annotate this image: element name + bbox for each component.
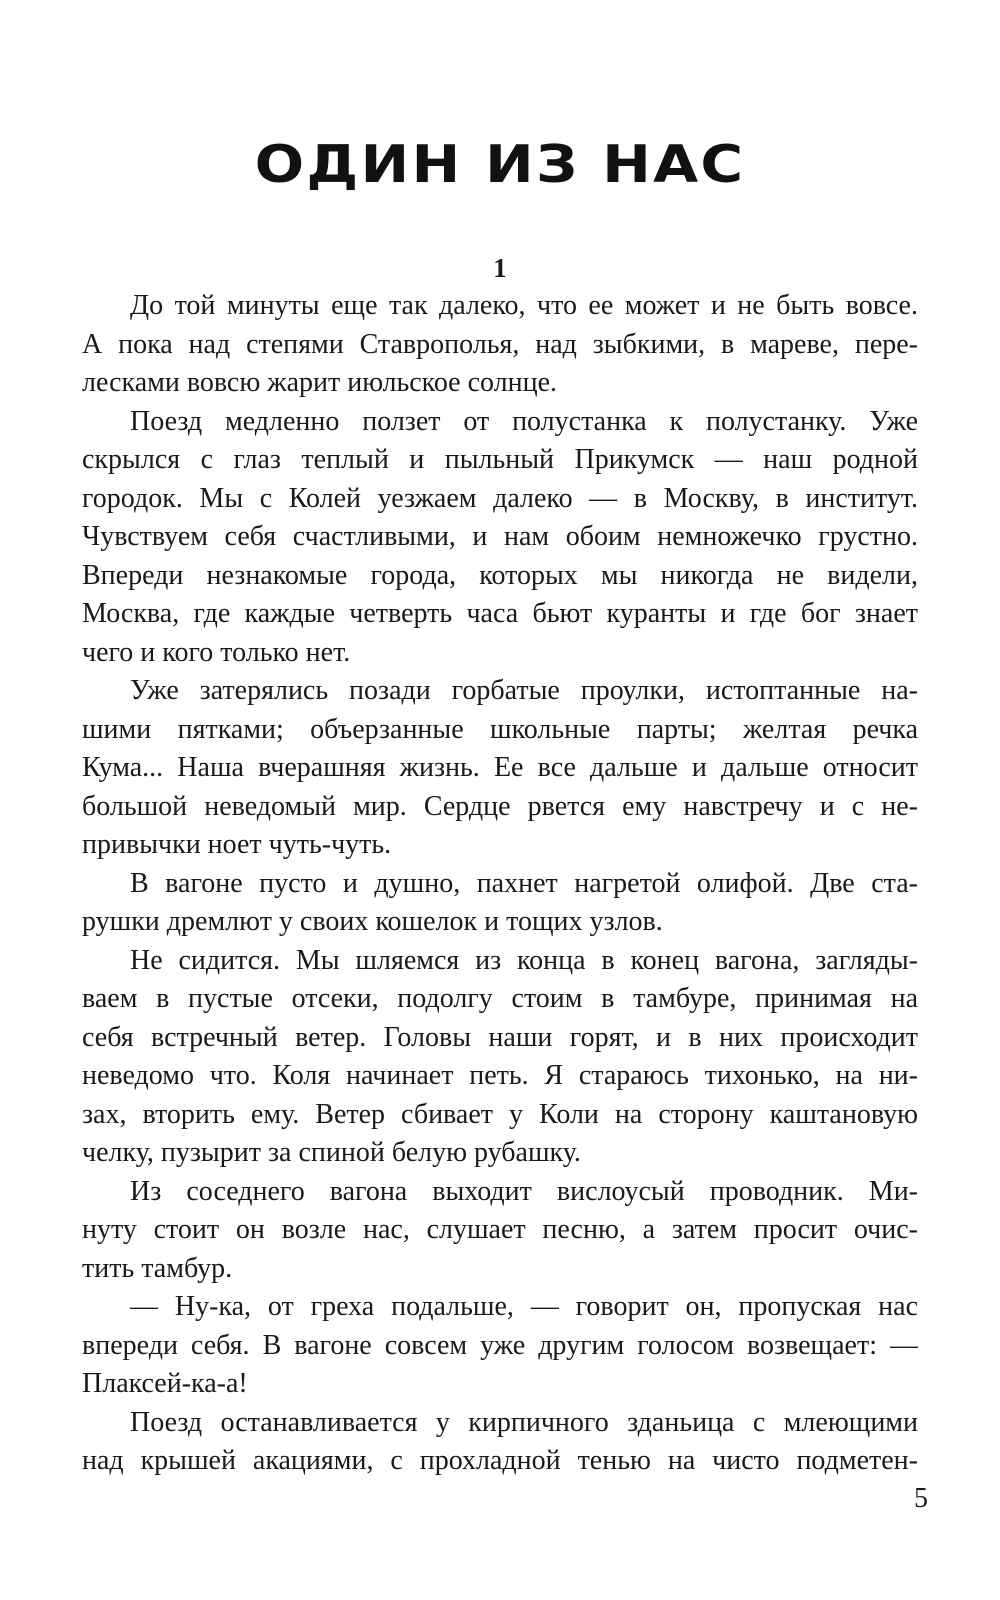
- chapter-title: ОДИН ИЗ НАС: [254, 134, 746, 195]
- text-line: чего и кого только нет.: [82, 636, 351, 668]
- text-line: большой неведомый мир. Сердце рвется ему навстречу и с не-: [82, 790, 918, 822]
- text-line: над крышей акациями, с прохладной тенью на чисто подметен-: [82, 1445, 918, 1476]
- text-line: А пока над степями Ставрополья, над зыбкими, в мареве, пере-: [82, 328, 918, 360]
- text-line: шими пятками; объерзанные школьные парты; желтая речка: [82, 713, 918, 745]
- text-line: зах, вторить ему. Ветер сбивает у Коли на сторону каштановую: [82, 1098, 918, 1130]
- text-line: лесками вовсю жарит июльское солнце.: [82, 367, 558, 398]
- text-line: До той минуты еще так далеко, что ее может и не быть вовсе.: [130, 290, 918, 321]
- text-line: впереди себя. В вагоне совсем уже другим голосом возвещает: —: [82, 1329, 918, 1361]
- text-line: городок. Мы с Колей уезжаем далеко — в Москву, в институт.: [82, 482, 918, 514]
- text-line: Чувствуем себя счастливыми, и нам обоим немножечко грустно.: [82, 521, 918, 552]
- text-line: себя встречный ветер. Головы наши горят, и в них происходит: [82, 1021, 918, 1053]
- text-line: Плаксей-ка-а!: [82, 1368, 248, 1399]
- text-line: Уже затерялись позади горбатые проулки, истоптанные на-: [130, 675, 918, 706]
- text-line: привычки ноет чуть-чуть.: [82, 829, 392, 860]
- text-line: челку, пузырит за спиной белую рубашку.: [82, 1137, 581, 1168]
- text-line: В вагоне пусто и душно, пахнет нагретой олифой. Две ста-: [130, 867, 918, 899]
- text-line: Впереди незнакомые города, которых мы никогда не видели,: [82, 559, 918, 591]
- text-line: нуту стоит он возле нас, слушает песню, а затем просит очис-: [82, 1214, 918, 1245]
- text-line: Из соседнего вагона выходит вислоусый проводник. Ми-: [130, 1175, 918, 1207]
- text-line: Не сидится. Мы шляемся из конца в конец вагона, загляды-: [130, 944, 918, 976]
- text-line: тить тамбур.: [82, 1252, 233, 1284]
- text-line: Поезд медленно ползет от полустанка к полустанку. Уже: [130, 405, 918, 437]
- text-line: неведомо что. Коля начинает петь. Я стараюсь тихонько, на ни-: [82, 1060, 918, 1091]
- text-line: Москва, где каждые четверть часа бьют куранты и где бог знает: [82, 598, 918, 629]
- text-line: рушки дремлют у своих кошелок и тощих узлов.: [82, 906, 663, 937]
- text-line: Кума... Наша вчерашняя жизнь. Ее все дальше и дальше относит: [82, 752, 918, 783]
- text-line: ваем в пустые отсеки, подолгу стоим в тамбуре, принимая на: [82, 983, 918, 1014]
- page-number: 5: [914, 1483, 928, 1514]
- chapter-number: 1: [493, 253, 507, 283]
- text-line: Поезд останавливается у кирпичного зданьица с млеющими: [130, 1406, 918, 1438]
- body-text: [82, 287, 918, 1481]
- text-line: — Ну-ка, от греха подальше, — говорит он, пропуская нас: [130, 1291, 918, 1322]
- text-line: скрылся с глаз теплый и пыльный Прикумск — наш родной: [82, 444, 918, 475]
